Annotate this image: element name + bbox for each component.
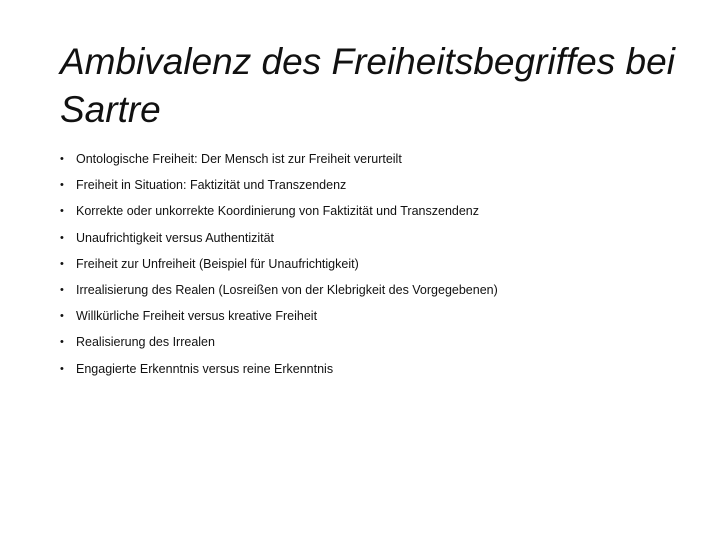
bullet-item-1: [60, 146, 700, 172]
bullet-item-9: [60, 356, 700, 382]
bullet-item-3: [60, 198, 700, 224]
bullet-text: Irrealisierung des Realen (Losreißen von der Klebrigkeit des Vorgegebenen): [76, 283, 498, 298]
bullet-item-6: [60, 277, 700, 303]
bullet-text: Ontologische Freiheit: Der Mensch ist zur Freiheit verurteilt: [76, 152, 402, 167]
bullet-icon: •: [60, 231, 64, 244]
bullet-icon: •: [60, 310, 64, 323]
bullet-icon: •: [60, 336, 64, 349]
bullet-icon: •: [60, 284, 64, 297]
bullet-text: Korrekte oder unkorrekte Koordinierung von Faktizität und Transzendenz: [76, 204, 480, 219]
bullet-icon: •: [60, 179, 64, 192]
bullet-text: Freiheit zur Unfreiheit (Beispiel für Unaufrichtigkeit): [76, 256, 359, 271]
bullet-icon: •: [60, 205, 64, 218]
bullet-list: [60, 146, 700, 382]
bullet-item-5: [60, 251, 700, 277]
bullet-item-4: [60, 225, 700, 251]
bullet-icon: •: [60, 153, 64, 166]
bullet-item-8: [60, 329, 700, 355]
bullet-item-2: [60, 172, 700, 198]
bullet-text: Unaufrichtigkeit versus Authentizität: [76, 230, 275, 245]
bullet-text: Realisierung des Irrealen: [76, 335, 215, 350]
bullet-icon: •: [60, 257, 64, 270]
bullet-text: Freiheit in Situation: Faktizität und Transzendenz: [76, 178, 347, 193]
bullet-item-7: [60, 303, 700, 329]
bullet-text: Willkürliche Freiheit versus kreative Freiheit: [76, 309, 318, 324]
bullet-text: Engagierte Erkenntnis versus reine Erkenntnis: [76, 361, 334, 376]
bullet-icon: •: [60, 362, 64, 375]
slide-title: Ambivalenz des Freiheitsbegriffes bei Sartre: [60, 41, 675, 130]
